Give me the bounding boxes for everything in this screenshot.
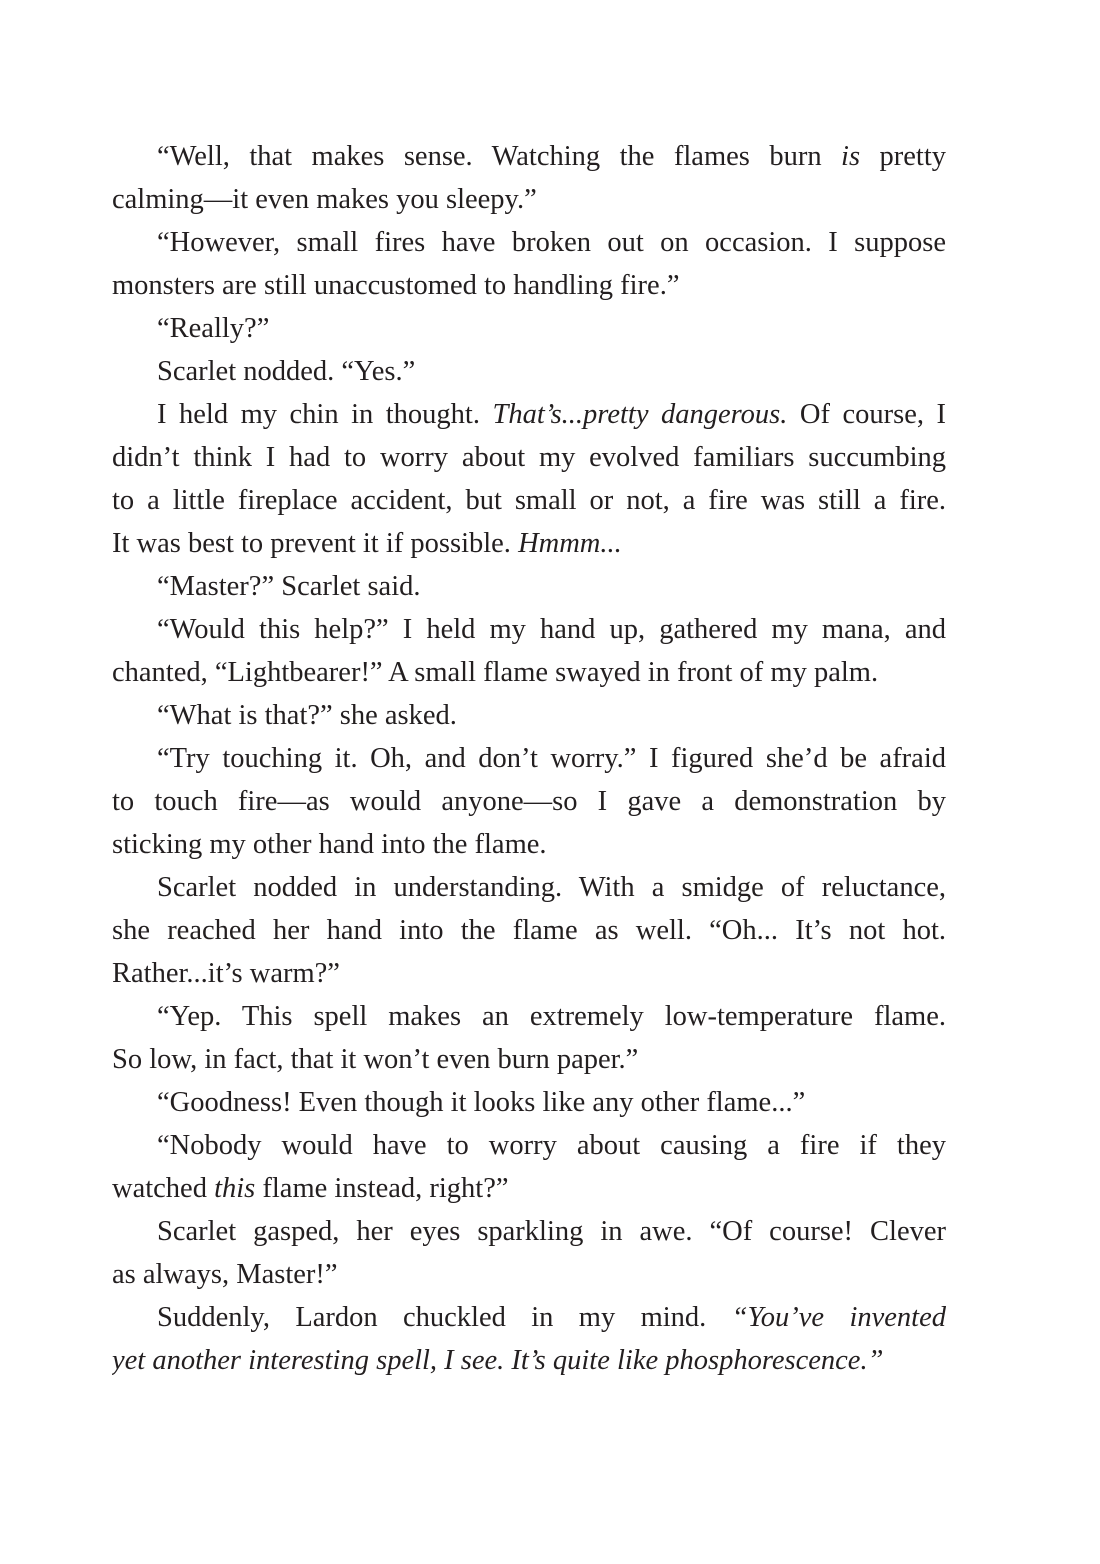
paragraph <box>112 1296 946 1382</box>
text-run: Scarlet nodded. “Yes.” <box>157 356 416 387</box>
text-line <box>112 522 946 565</box>
paragraph <box>112 608 946 694</box>
text-run: calming—it even makes you sleepy.” <box>112 184 537 215</box>
text-run: I held my chin in thought. <box>157 399 493 430</box>
book-page-text <box>112 135 946 1382</box>
text-line <box>112 866 946 909</box>
text-line <box>112 1210 946 1253</box>
italic-text: is <box>841 141 861 172</box>
text-run: flame instead, right?” <box>255 1173 509 1204</box>
text-line <box>112 995 946 1038</box>
text-run: “Yep. This spell makes an extremely low-temperature flame. <box>157 1001 946 1032</box>
text-line <box>112 135 946 178</box>
text-run: “Goodness! Even though it looks like any other flame...” <box>157 1087 806 1118</box>
text-run: “Really?” <box>157 313 270 344</box>
text-line <box>112 952 946 995</box>
text-line <box>112 909 946 952</box>
text-run: So low, in fact, that it won’t even burn paper.” <box>112 1044 639 1075</box>
text-line <box>112 307 946 350</box>
text-run: “Master?” Scarlet said. <box>157 571 421 602</box>
text-run: monsters are still unaccustomed to handling fire.” <box>112 270 680 301</box>
text-line <box>112 1339 946 1382</box>
text-line <box>112 823 946 866</box>
paragraph <box>112 393 946 565</box>
italic-text: yet another interesting spell, I see. It’s quite like phosphorescence.” <box>112 1345 884 1376</box>
text-line <box>112 1081 946 1124</box>
text-line <box>112 178 946 221</box>
italic-text: “You’ve invented <box>731 1302 946 1333</box>
text-run: “Well, that makes sense. Watching the flames burn <box>157 141 842 172</box>
text-run: “However, small fires have broken out on occasion. I suppose <box>157 227 946 258</box>
paragraph <box>112 135 946 221</box>
text-line <box>112 608 946 651</box>
paragraph <box>112 866 946 995</box>
text-run: “Nobody would have to worry about causing a fire if they <box>157 1130 946 1161</box>
text-line <box>112 1038 946 1081</box>
text-run: It was best to prevent it if possible. <box>112 528 519 559</box>
text-run: watched <box>112 1173 215 1204</box>
text-line <box>112 1124 946 1167</box>
text-run: sticking my other hand into the flame. <box>112 829 547 860</box>
text-run: “Try touching it. Oh, and don’t worry.” I figured she’d be afraid <box>157 743 946 774</box>
paragraph <box>112 350 946 393</box>
text-run: as always, Master!” <box>112 1259 338 1290</box>
paragraph <box>112 221 946 307</box>
paragraph <box>112 995 946 1081</box>
text-line <box>112 479 946 522</box>
text-line <box>112 350 946 393</box>
paragraph <box>112 307 946 350</box>
text-run: she reached her hand into the flame as well. “Oh... It’s not hot. <box>112 915 946 946</box>
text-run: Scarlet nodded in understanding. With a smidge of reluctance, <box>157 872 946 903</box>
text-run: pretty <box>860 141 946 172</box>
paragraph <box>112 737 946 866</box>
italic-text: Hmmm... <box>518 528 622 559</box>
italic-text: That’s...pretty dangerous. <box>492 399 788 430</box>
text-line <box>112 1296 946 1339</box>
text-run: “Would this help?” I held my hand up, gathered my mana, and <box>157 614 946 645</box>
text-run: “What is that?” she asked. <box>157 700 457 731</box>
paragraph <box>112 1124 946 1210</box>
text-line <box>112 737 946 780</box>
paragraph <box>112 1210 946 1296</box>
text-line <box>112 1253 946 1296</box>
text-line <box>112 436 946 479</box>
text-line <box>112 1167 946 1210</box>
text-run: Scarlet gasped, her eyes sparkling in awe. “Of course! Clever <box>157 1216 946 1247</box>
text-run: didn’t think I had to worry about my evolved familiars succumbing <box>112 442 946 473</box>
text-line <box>112 264 946 307</box>
text-run: Rather...it’s warm?” <box>112 958 340 989</box>
text-line <box>112 694 946 737</box>
text-line <box>112 780 946 823</box>
text-line <box>112 565 946 608</box>
text-run: Of course, I <box>787 399 946 430</box>
text-run: Suddenly, Lardon chuckled in my mind. <box>157 1302 732 1333</box>
text-run: chanted, “Lightbearer!” A small flame swayed in front of my palm. <box>112 657 879 688</box>
text-line <box>112 393 946 436</box>
text-run: to a little fireplace accident, but small or not, a fire was still a fire. <box>112 485 946 516</box>
text-line <box>112 221 946 264</box>
paragraph <box>112 694 946 737</box>
paragraph <box>112 565 946 608</box>
paragraph <box>112 1081 946 1124</box>
text-line <box>112 651 946 694</box>
italic-text: this <box>214 1173 256 1204</box>
text-run: to touch fire—as would anyone—so I gave a demonstration by <box>112 786 946 817</box>
